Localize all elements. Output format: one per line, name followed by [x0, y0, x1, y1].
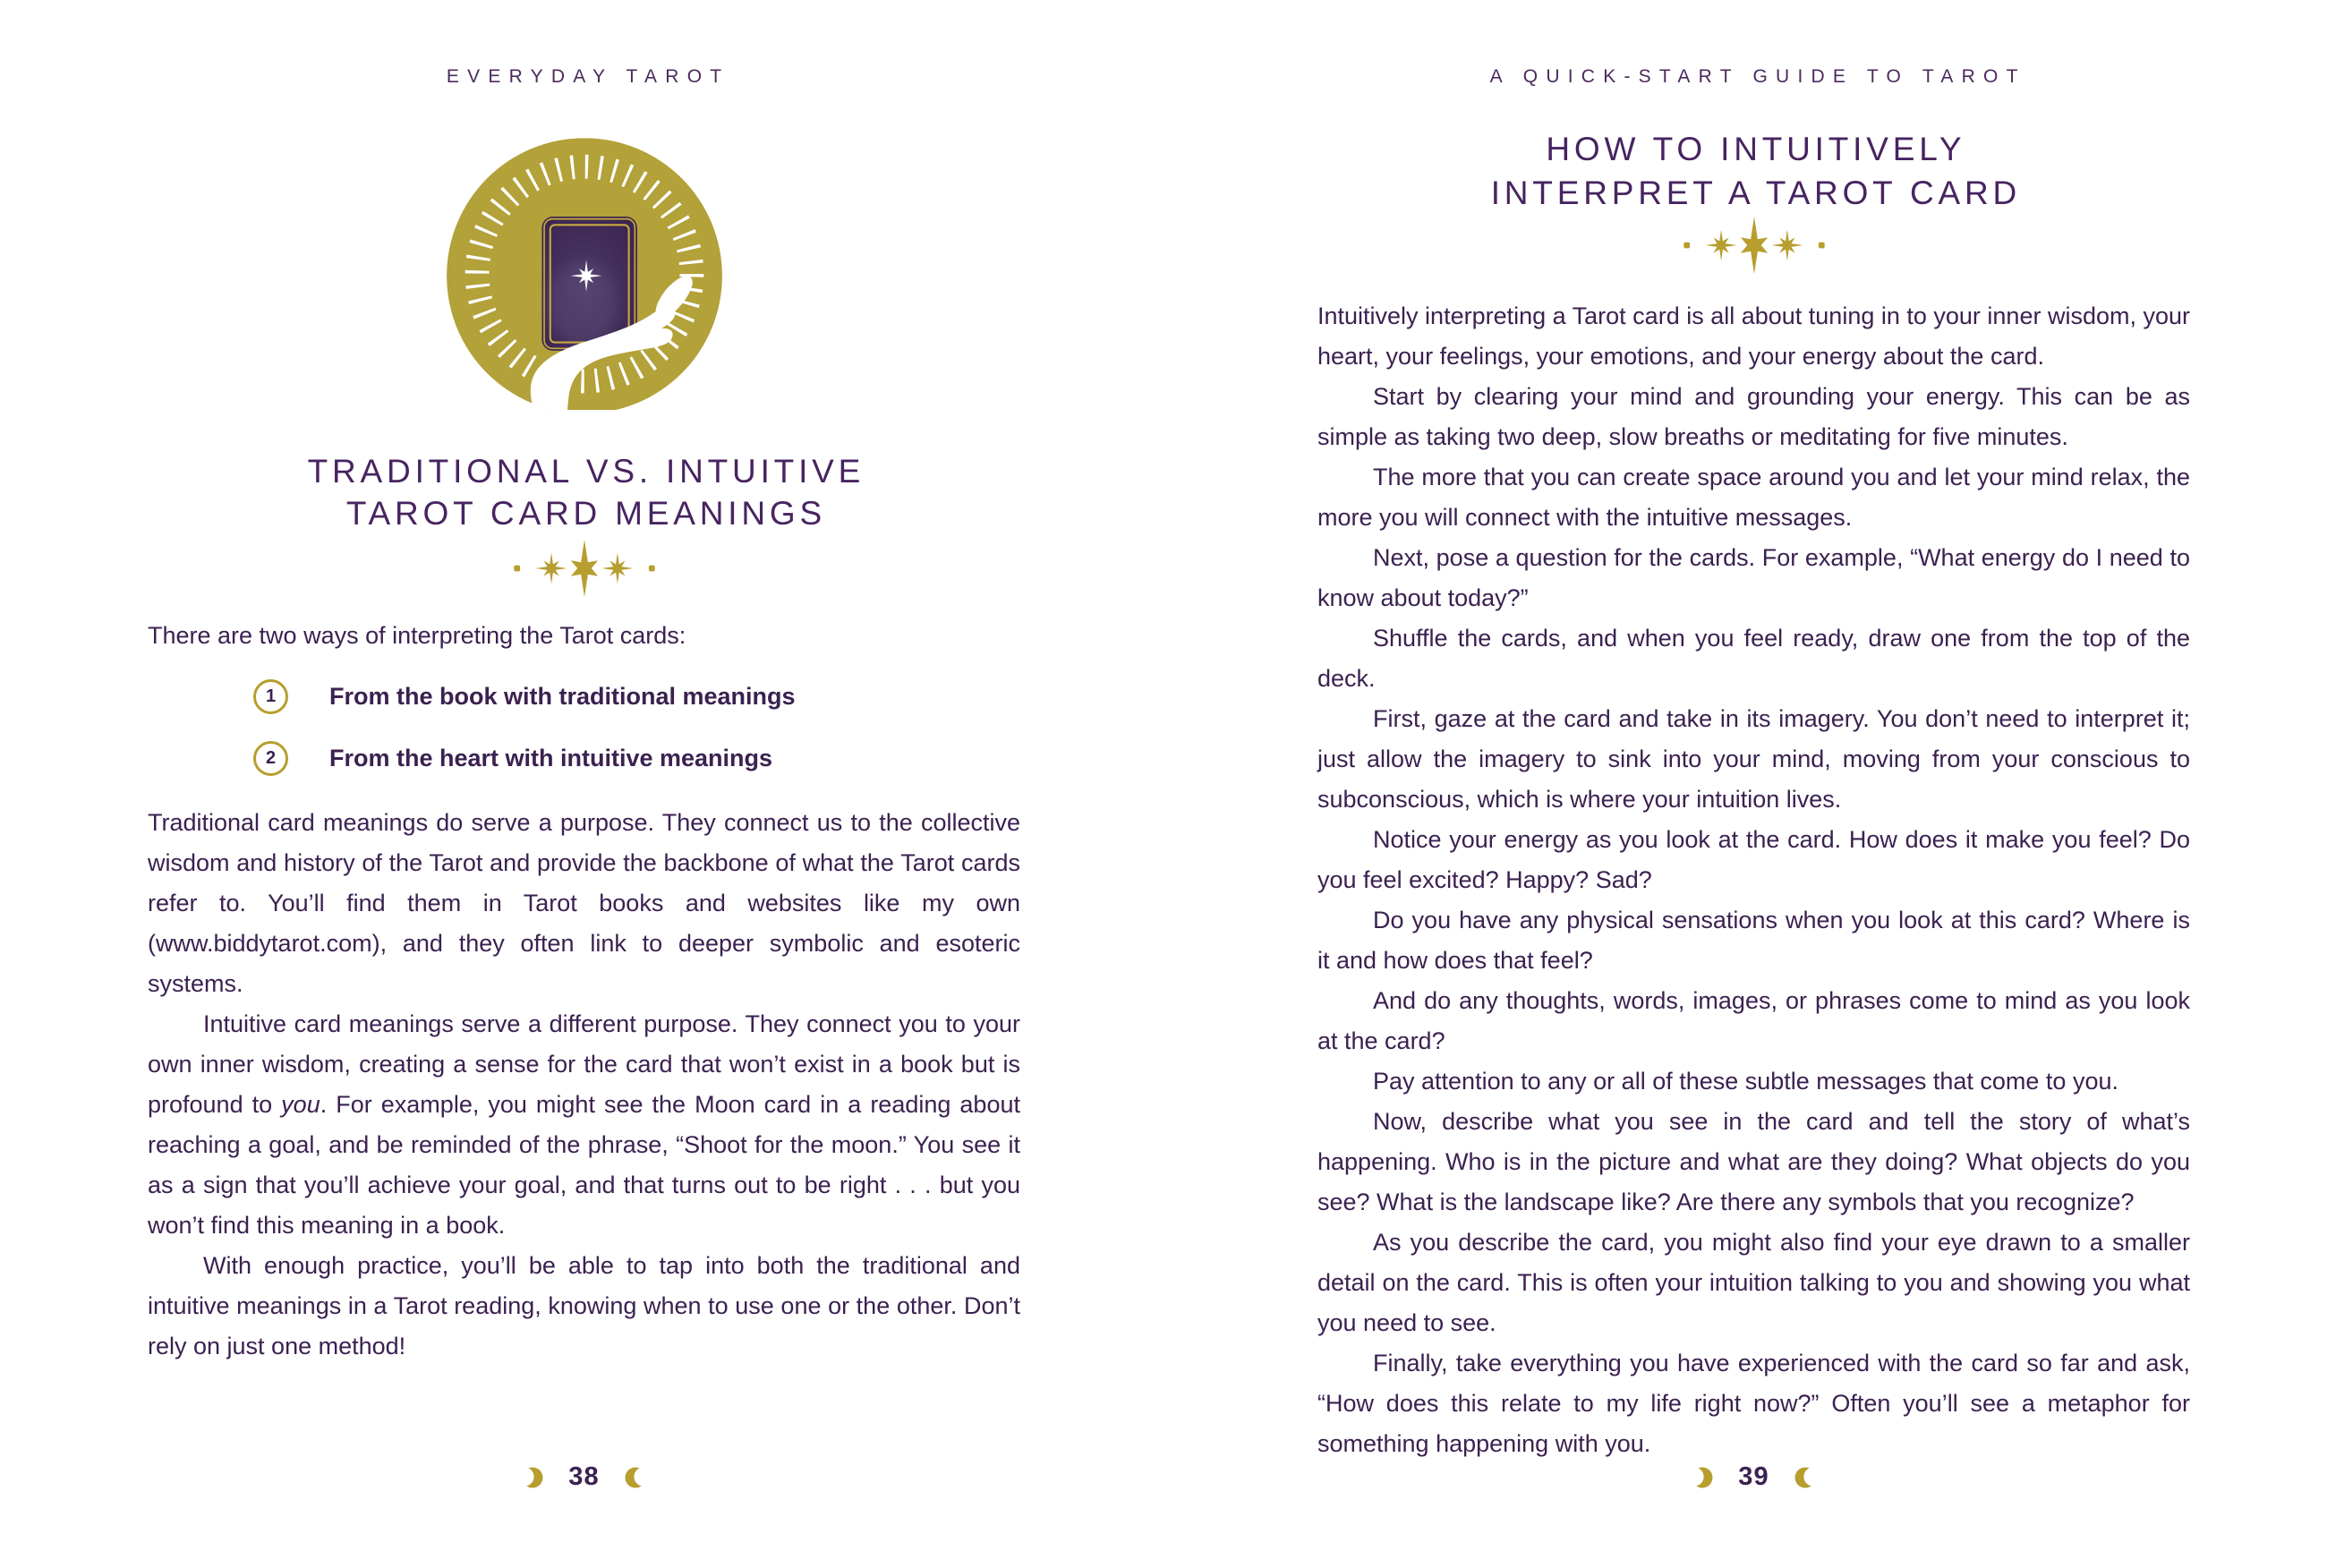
chapter-title-left-line2: TAROT CARD MEANINGS: [345, 495, 826, 532]
body-copy-right: [1317, 296, 2190, 1464]
list-item: [253, 741, 1020, 776]
illustration-wrap: [148, 132, 1020, 414]
crescent-moon-left-icon: [521, 1464, 544, 1491]
paragraph: [148, 1004, 1020, 1246]
paragraph: Next, pose a question for the cards. For example, “What energy do I need to know about today?”: [1317, 544, 2190, 611]
numbered-list: [148, 679, 1020, 776]
paragraph-segment: . For example, you might see the Moon card in a reading about reaching a goal, and be reminded of the phrase, “Shoot for the moon.” You see it as a sign that you’ll achieve your goal, and that turns out to be right . . . but you won’t find this meaning in a book.: [148, 1091, 1020, 1239]
running-head-right: A QUICK-START GUIDE TO TAROT: [1489, 66, 2026, 87]
paragraph: With enough practice, you’ll be able to tap into both the traditional and intuitive meanings in a Tarot reading, knowing when to use one or the other. Don’t rely on just one method!: [148, 1252, 1020, 1359]
paragraph: Do you have any physical sensations when you look at this card? Where is it and how does that feel?: [1317, 907, 2190, 974]
star-divider-icon: [506, 538, 663, 599]
folio-right: [1317, 1462, 2190, 1492]
paragraph: Pay attention to any or all of these subtle messages that come to you.: [1373, 1068, 2118, 1095]
numbered-circle: 1: [253, 679, 288, 714]
chapter-title-left-line1: TRADITIONAL VS. INTUITIVE: [307, 453, 865, 490]
list-item: [253, 679, 1020, 714]
hand-holding-tarot-card-illustration: [446, 132, 723, 410]
body-copy-left: [148, 803, 1020, 1367]
paragraph: And do any thoughts, words, images, or phrases come to mind as you look at the card?: [1317, 987, 2190, 1054]
star-divider-left: [148, 538, 1020, 603]
right-page: [1317, 0, 2190, 1568]
paragraph-italic-segment: you: [281, 1091, 320, 1118]
star-divider-right: [1317, 215, 2190, 280]
numbered-circle: 2: [253, 741, 288, 776]
paragraph: Now, describe what you see in the card and tell the story of what’s happening. Who is in the picture and what are they doing? What objects do you see? What is the landscape like? Are there any symbols that you recognize?: [1317, 1108, 2190, 1215]
chapter-title-right-line1: HOW TO INTUITIVELY: [1546, 131, 1966, 167]
crescent-moon-right-icon: [1794, 1464, 1817, 1491]
paragraph: Intuitively interpreting a Tarot card is all about tuning in to your inner wisdom, your heart, your feelings, your emotions, and your energy about the card.: [1317, 303, 2191, 370]
paragraph: Start by clearing your mind and grounding your energy. This can be as simple as taking two deep, slow breaths or meditating for five minutes.: [1317, 383, 2190, 450]
star-divider-icon: [1675, 215, 1833, 276]
list-item-label: From the heart with intuitive meanings: [329, 745, 773, 771]
chapter-title-left: [148, 450, 1020, 534]
list-item-label: From the book with traditional meanings: [329, 683, 796, 710]
page-number: 38: [568, 1462, 600, 1491]
paragraph: First, gaze at the card and take in its imagery. You don’t need to interpret it; just allow the imagery to sink into your mind, moving from your conscious to subconscious, which is where your intuition lives.: [1317, 705, 2190, 813]
crescent-moon-left-icon: [1691, 1464, 1714, 1491]
paragraph: Notice your energy as you look at the card. How does it make you feel? Do you feel excited? Happy? Sad?: [1317, 826, 2190, 893]
left-page: [148, 0, 1020, 1568]
intro-line: There are two ways of interpreting the Tarot cards:: [148, 622, 686, 649]
page-number: 39: [1738, 1462, 1769, 1491]
paragraph: Shuffle the cards, and when you feel ready, draw one from the top of the deck.: [1317, 625, 2190, 692]
paragraph: Traditional card meanings do serve a purpose. They connect us to the collective wisdom and history of the Tarot and provide the backbone of what the Tarot cards refer to. You’ll find them in Tarot books and websites like my own (www.biddytarot.com), and they often link to deeper symbolic and esoteric systems.: [148, 809, 1020, 997]
folio-left: [148, 1462, 1020, 1492]
running-head-left: EVERYDAY TAROT: [446, 66, 730, 87]
chapter-title-right: [1317, 127, 2190, 215]
crescent-moon-right-icon: [624, 1464, 647, 1491]
paragraph: Finally, take everything you have experienced with the card so far and ask, “How does this relate to my life right now?” Often you’ll see a metaphor for something happening with you.: [1317, 1350, 2190, 1457]
chapter-title-right-line2: INTERPRET A TAROT CARD: [1490, 175, 2022, 211]
paragraph: As you describe the card, you might also find your eye drawn to a smaller detail on the card. This is often your intuition talking to you and showing you what you need to see.: [1317, 1229, 2190, 1336]
paragraph: The more that you can create space around you and let your mind relax, the more you will connect with the intuitive messages.: [1317, 464, 2190, 531]
paragraph-segment: Intuitive card meanings serve a different purpose. They connect you to your own inner wisdom, creating a sense for the card that won’t exist in a book but is profound to: [148, 1010, 1020, 1118]
